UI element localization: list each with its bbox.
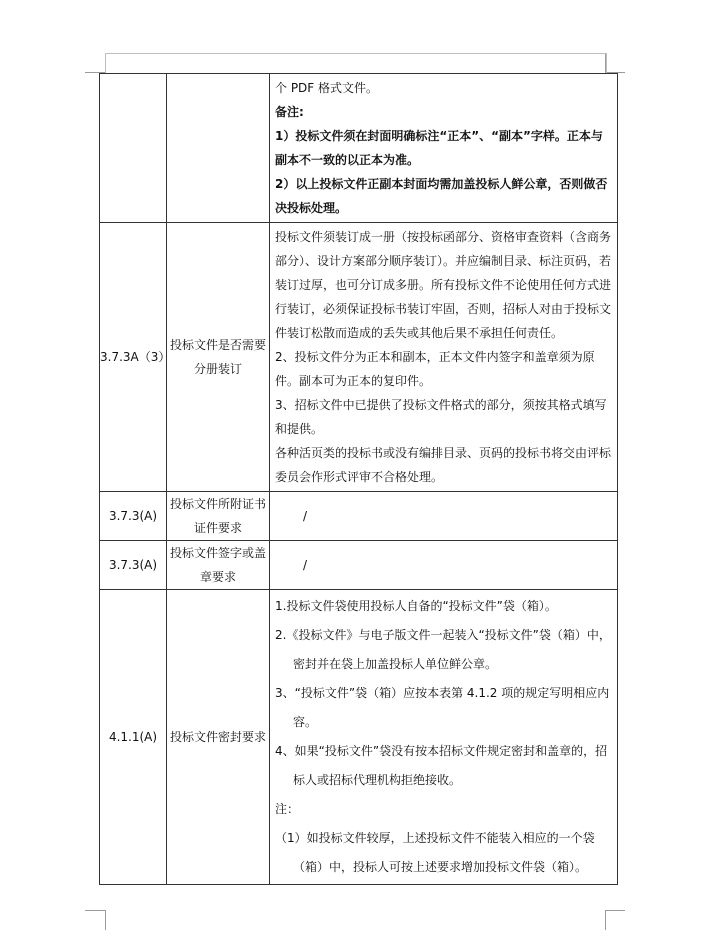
content-cell [270, 492, 618, 541]
crop-mark-bottom-right-h [605, 910, 625, 911]
crop-mark-bottom-left-v [105, 910, 106, 930]
content-paragraph: 1.投标文件袋使用投标人自备的“投标文件”袋（箱）。 [275, 599, 557, 613]
content-paragraph: 投标文件须装订成一册（按投标函部分、资格审查资料（含商务部分）、设计方案部分顺序装订）。并应编制目录、标注页码，若装订过厚，也可分订成多册。所有投标文件不论使用任何方式进行装订，必须保证投标书装订牢固，否则，招标人对由于投标文件装订松散而造成的丢失或其他后果不承担任何责任。 [275, 230, 612, 340]
content-paragraph: 注： [275, 802, 300, 816]
content-paragraph: 3、招标文件中已提供了投标文件格式的部分，须按其格式填写和提供。 [275, 398, 607, 436]
clause-cell: 3.7.3(A) [100, 541, 167, 590]
clause-cell [100, 74, 167, 223]
content-slash: / [303, 558, 308, 572]
table-row [100, 492, 618, 541]
content-cell [270, 541, 618, 590]
clause-cell: 3.7.3(A) [100, 492, 167, 541]
content-paragraph: （1）如投标文件较厚，上述投标文件不能装入相应的一个袋（箱）中，投标人可按上述要求增加投标文件袋（箱）。 [275, 831, 595, 874]
table-row [100, 74, 618, 223]
bid-requirements-table [99, 73, 618, 885]
note-label: 备注: [275, 105, 304, 119]
item-cell: 投标文件是否需要分册装订 [167, 223, 270, 492]
item-cell: 投标文件签字或盖章要求 [167, 541, 270, 590]
note-item: 2）以上投标文件正副本封面均需加盖投标人鲜公章，否则做否决投标处理。 [275, 177, 608, 215]
content-cell [270, 223, 618, 492]
content-cell [270, 74, 618, 223]
table-row [100, 223, 618, 492]
table-row [100, 590, 618, 885]
content-paragraph: 3、“投标文件”袋（箱）应按本表第 4.1.2 项的规定写明相应内容。 [275, 686, 610, 729]
content-cell [270, 590, 618, 885]
page-header-frame [105, 53, 607, 74]
crop-mark-bottom-left-h [85, 910, 105, 911]
item-cell: 投标文件密封要求 [167, 590, 270, 885]
crop-mark-bottom-right-v [605, 910, 606, 930]
content-paragraph: 2.《投标文件》与电子版文件一起装入“投标文件”袋（箱）中，密封并在袋上加盖投标人单位鲜公章。 [275, 628, 611, 671]
clause-cell: 3.7.3A（3） [100, 223, 167, 492]
content-line: 个 PDF 格式文件。 [275, 81, 379, 95]
content-paragraph: 各种活页类的投标书或没有编排目录、页码的投标书将交由评标委员会作形式评审不合格处理。 [275, 446, 612, 484]
table-row [100, 541, 618, 590]
content-paragraph: 2、投标文件分为正本和副本，正本文件内签字和盖章须为原件。副本可为正本的复印件。 [275, 350, 595, 388]
content-slash: / [303, 509, 308, 523]
content-paragraph: 4、如果“投标文件”袋没有按本招标文件规定密封和盖章的，招标人或招标代理机构拒绝接收。 [275, 744, 608, 787]
clause-cell: 4.1.1(A) [100, 590, 167, 885]
item-cell [167, 74, 270, 223]
item-cell: 投标文件所附证书证件要求 [167, 492, 270, 541]
note-item: 1）投标文件须在封面明确标注“正本”、“副本”字样。正本与副本不一致的以正本为准。 [275, 129, 603, 167]
